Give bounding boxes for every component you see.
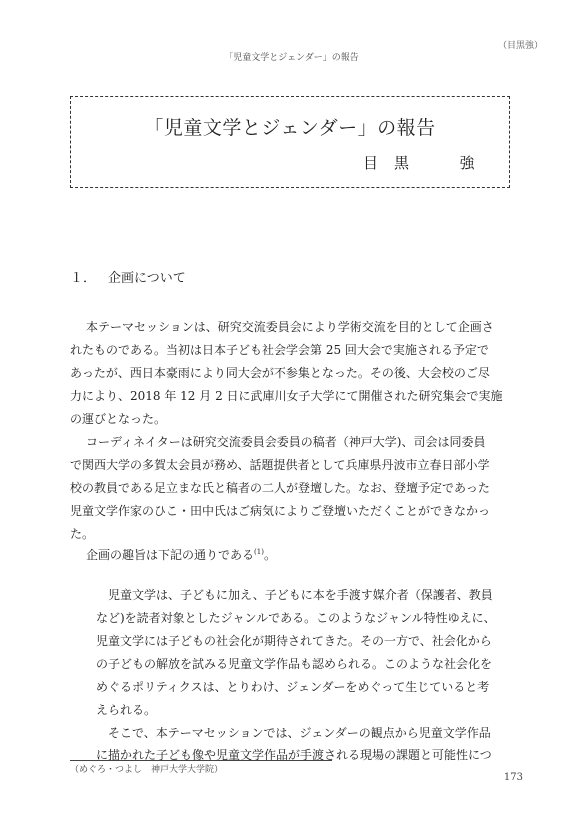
footnote: （めぐろ・つよし 神戸大学大学院） bbox=[70, 765, 224, 775]
last-para-text: 企画の趣旨は下記の通りである bbox=[86, 548, 255, 562]
body-line: コーディネイターは研究交流委員会委員の稿者（神戸大学)、司会は同委員 bbox=[86, 435, 486, 449]
footnote-rule bbox=[70, 760, 332, 761]
footnote-ref: (1) bbox=[254, 548, 264, 556]
quote-line: の子どもの解放を試みる児童文学作品も認められる。このような社会化を bbox=[96, 657, 493, 671]
body-line: た。 bbox=[70, 527, 95, 541]
quote-line: えられる。 bbox=[96, 703, 157, 717]
body-line: で関西大学の多賀太会員が務め、話題提供者として兵庫県丹波市立春日部小学 bbox=[70, 458, 490, 472]
body-line: 児童文学作家のひこ・田中氏はご病気によりご登壇いただくことができなかっ bbox=[70, 504, 491, 518]
quote-line: めぐるポリティクスは、とりわけ、ジェンダーをめぐって生じていると考 bbox=[96, 680, 490, 694]
body-line: 校の教員である足立まな氏と稿者の二人が登壇した。なお、登壇予定であった bbox=[70, 481, 490, 495]
author-name bbox=[363, 152, 475, 173]
author-family-name: 目 黒 bbox=[362, 154, 410, 172]
quote-line: など)を読者対象としたジャンルである。このようなジャンル特性ゆえに、 bbox=[96, 611, 496, 625]
body-line: あったが、西日本豪雨により同大会が不参集となった。その後、大会校のご尽 bbox=[70, 366, 490, 380]
section-number: １． bbox=[70, 271, 97, 286]
author-given-name: 強 bbox=[459, 154, 475, 172]
quote-line: 児童文学には子どもの社会化が期待されてきた。その一方で、社会化から bbox=[96, 634, 492, 648]
quote-line: そこで、本テーマセッションでは、ジェンダーの観点から児童文学作品 bbox=[108, 726, 491, 740]
paper-title: 「児童文学とジェンダー」の報告 bbox=[144, 117, 436, 139]
body-line: 力により、2018 年 12 月 2 日に武庫川女子大学にて開催された研究集会で実施 bbox=[70, 389, 503, 403]
body-line bbox=[86, 546, 276, 563]
quote-line: 児童文学は、子どもに加え、子どもに本を手渡す媒介者（保護者、教員 bbox=[108, 588, 493, 602]
last-para-end: 。 bbox=[263, 548, 276, 562]
running-header-title: 「児童文学とジェンダー」の報告 bbox=[224, 53, 359, 63]
section-heading bbox=[70, 267, 186, 286]
body-line: れたものである。当初は日本子ども社会学会第 25 回大会で実施される予定で bbox=[70, 343, 489, 357]
section-title: 企画について bbox=[108, 271, 186, 286]
author-tag: （目黒強） bbox=[497, 41, 543, 51]
body-line: の運びとなった。 bbox=[70, 412, 167, 426]
title-box bbox=[70, 96, 510, 188]
page-number: 173 bbox=[503, 772, 523, 783]
body-line: 本テーマセッションは、研究交流委員会により学術交流を目的として企画さ bbox=[86, 320, 494, 334]
quote-line: に描かれた子ども像や児童文学作品が手渡される現場の課題と可能性につ bbox=[96, 748, 492, 762]
